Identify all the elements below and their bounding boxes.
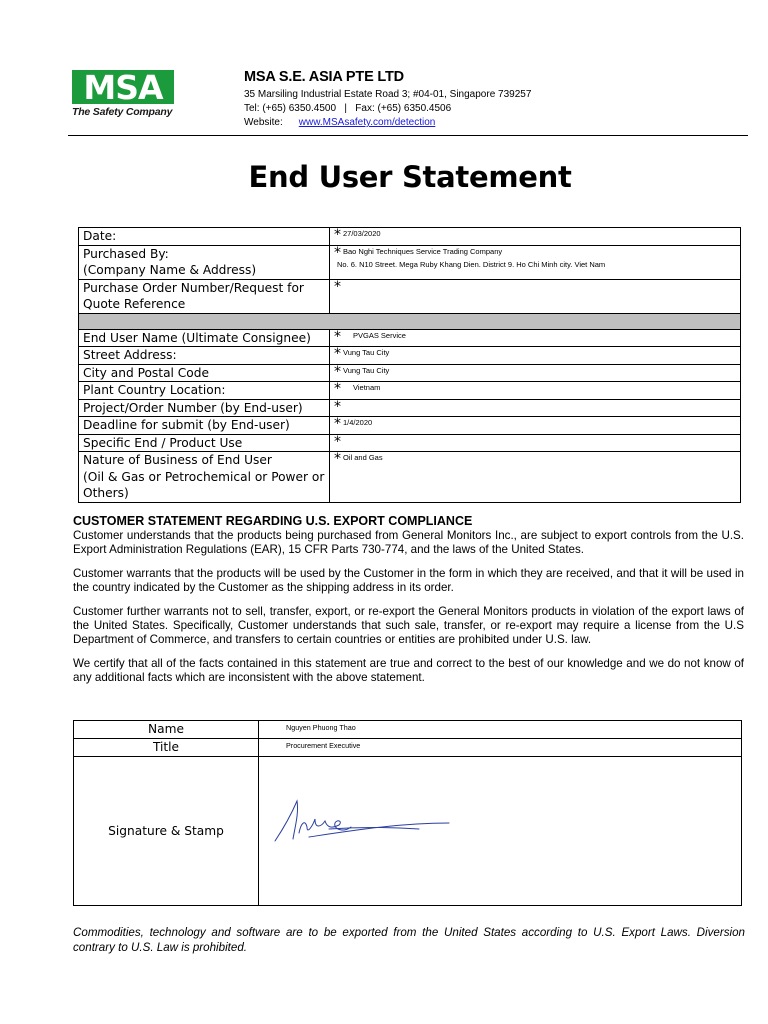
- info-row-value-text: Oil and Gas: [343, 453, 383, 462]
- contact-text: Tel: (+65) 6350.4500 | Fax: (+65) 6350.4506: [244, 103, 452, 114]
- info-row: [79, 279, 741, 313]
- info-row-label: End User Name (Ultimate Consignee): [79, 329, 330, 347]
- info-row-value[interactable]: [330, 279, 741, 313]
- logo-tagline: The Safety Company: [72, 106, 173, 118]
- required-marker: *: [334, 451, 341, 467]
- name-row: [74, 721, 742, 739]
- header-divider: [68, 135, 748, 136]
- document-title: End User Statement: [248, 160, 572, 194]
- required-marker: *: [334, 278, 341, 295]
- signature-row: [74, 757, 742, 906]
- info-row-value-text: 1/4/2020: [343, 418, 373, 427]
- company-header: [244, 69, 531, 130]
- info-row-value[interactable]: [330, 228, 741, 246]
- required-marker: *: [334, 244, 341, 261]
- website-link[interactable]: www.MSAsafety.com/detection: [298, 117, 436, 128]
- info-row-label: Date:: [79, 228, 330, 246]
- info-row-value[interactable]: [330, 382, 741, 400]
- required-marker: *: [334, 398, 341, 415]
- info-row-value-text: Vietnam: [353, 383, 381, 392]
- company-address: 35 Marsiling Industrial Estate Road 3; #04-01, Singapore 739257: [244, 89, 532, 100]
- title-label: Title: [74, 739, 259, 757]
- info-row: [79, 364, 741, 382]
- info-row: [79, 347, 741, 365]
- handwritten-signature: [269, 793, 469, 853]
- info-row: [79, 329, 741, 347]
- info-row-label: Project/Order Number (by End-user): [79, 399, 330, 417]
- svg-text:MSA: MSA: [83, 70, 163, 104]
- info-row-value[interactable]: [330, 417, 741, 435]
- info-row-value-text: Vung Tau City: [343, 365, 390, 375]
- info-row-label: City and Postal Code: [79, 364, 330, 382]
- info-row-value[interactable]: [330, 245, 741, 279]
- end-user-info-table: [78, 227, 741, 503]
- compliance-paragraph-1: Customer understands that the products being purchased from General Monitors Inc., are subject to export controls from the U.S. Export Administration Regulations (EAR), 15 CFR Parts 730-774, and the laws of the United States.: [73, 529, 744, 556]
- msa-logo: [72, 70, 174, 118]
- info-row: [79, 417, 741, 435]
- info-row-value[interactable]: [330, 399, 741, 417]
- company-website-line: [244, 116, 531, 130]
- info-row: [79, 245, 741, 279]
- compliance-paragraph-3: Customer further warrants not to sell, transfer, export, or re-export the General Monitors products in violation of the export laws of the United States. Specifically, Customer understands that such sale, transfer, or re-export may require a license from the U.S Department of Commerce, and transfers to certain countries or entities are prohibited under U.S. law.: [73, 605, 744, 646]
- signature-table: [73, 720, 742, 906]
- signature-cell[interactable]: [259, 757, 742, 906]
- info-row-label: Purchased By: (Company Name & Address): [79, 245, 330, 279]
- compliance-heading: CUSTOMER STATEMENT REGARDING U.S. EXPORT COMPLIANCE: [73, 514, 473, 528]
- info-row-label: Purchase Order Number/Request for Quote Reference: [79, 279, 330, 313]
- info-row-value-text: PVGAS Service: [353, 330, 406, 340]
- company-name: MSA S.E. ASIA PTE LTD: [244, 69, 404, 85]
- compliance-paragraph-2: Customer warrants that the products will be used by the Customer in the form in which they are received, and that it will be used in the country indicated by the Customer as the shipping address in its order.: [73, 567, 744, 594]
- info-row-label: Nature of Business of End User (Oil & Gas or Petrochemical or Power or Others): [79, 452, 330, 503]
- info-row-value-text: Vung Tau City: [343, 348, 390, 357]
- info-row-value[interactable]: [330, 364, 741, 382]
- section-divider-cell: [79, 313, 741, 329]
- section-divider-band: [79, 313, 741, 329]
- name-label: Name: [74, 721, 259, 739]
- company-contact: [244, 102, 531, 116]
- compliance-section: [73, 514, 744, 695]
- compliance-paragraph-4: We certify that all of the facts contained in this statement are true and correct to the best of our knowledge and we do not know of any additional facts which are inconsistent with the above statement.: [73, 657, 744, 684]
- title-value[interactable]: Procurement Executive: [259, 739, 742, 757]
- required-marker: *: [334, 346, 341, 362]
- info-row: [79, 382, 741, 400]
- required-marker: *: [334, 433, 341, 450]
- required-marker: *: [334, 381, 341, 397]
- required-marker: *: [334, 227, 341, 243]
- footer-note: Commodities, technology and software are to be exported from the United States according to U.S. Export Laws. Diversion contrary to U.S. Law is prohibited.: [73, 926, 745, 954]
- info-row-value[interactable]: [330, 329, 741, 347]
- info-row-label: Plant Country Location:: [79, 382, 330, 400]
- info-row-label: Deadline for submit (by End-user): [79, 417, 330, 435]
- info-row-value-text: Bao Nghi Techniques Service Trading Company No. 6. N10 Street. Mega Ruby Khang Dien. District 9. Ho Chi Minh city. Viet Nam: [337, 246, 606, 269]
- info-row-value-text: 27/03/2020: [343, 229, 381, 238]
- info-row-value[interactable]: [330, 347, 741, 365]
- info-row: [79, 434, 741, 452]
- info-row: [79, 228, 741, 246]
- name-value[interactable]: Nguyen Phuong Thao: [259, 721, 742, 739]
- website-label: Website:: [244, 117, 283, 128]
- info-row: [79, 399, 741, 417]
- required-marker: *: [334, 416, 341, 432]
- signature-label: Signature & Stamp: [74, 757, 259, 906]
- info-row-label: Specific End / Product Use: [79, 434, 330, 452]
- required-marker: *: [334, 328, 341, 345]
- info-row-label: Street Address:: [79, 347, 330, 365]
- required-marker: *: [334, 363, 341, 380]
- info-row-value[interactable]: [330, 434, 741, 452]
- info-row: [79, 452, 741, 503]
- title-row: [74, 739, 742, 757]
- info-row-value[interactable]: [330, 452, 741, 503]
- msa-logo-mark: [72, 70, 174, 104]
